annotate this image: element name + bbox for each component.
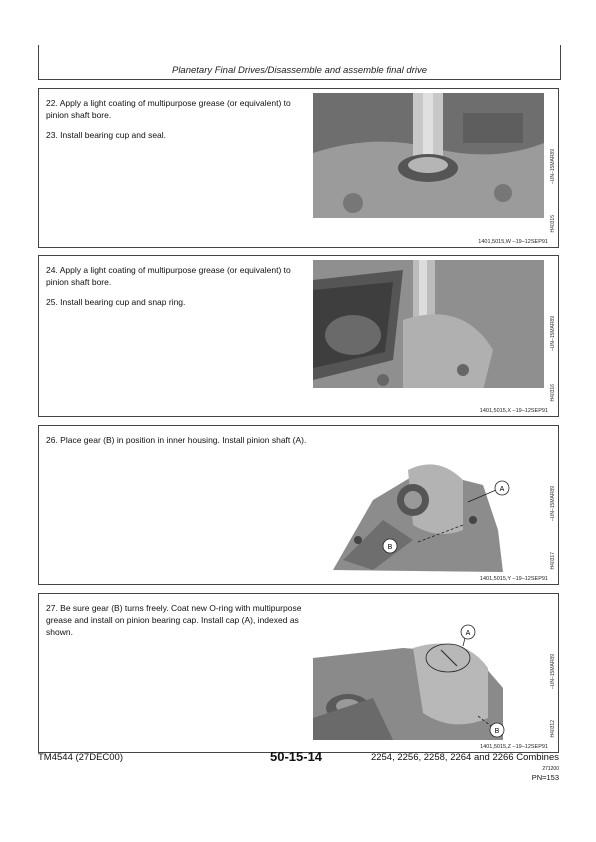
callout-b: B <box>387 544 393 551</box>
photo-pinion-bore-grease <box>313 93 544 233</box>
step-text-1 <box>46 97 311 149</box>
photo-pinion-bearing-cap <box>313 598 544 740</box>
photo-bearing-snap-ring <box>313 260 544 402</box>
image-code-bottom: H40315 <box>550 215 556 233</box>
callout-a: A <box>465 630 471 637</box>
reference-line: 1401,5015,W –19–12SEP91 <box>478 239 548 245</box>
page-footer <box>38 749 559 792</box>
footer-date: 271200 <box>542 766 559 772</box>
image-code-top: –UN–15MAR89 <box>550 654 556 690</box>
step-27-text: 27. Be sure gear (B) turns freely. Coat new O-ring with multipurpose grease and install on pinion bearing cap. Install cap (A), indexed as shown. <box>46 603 302 637</box>
reference-line: 1401,5015,Z –19–12SEP91 <box>480 744 548 750</box>
step-22-text: 22. Apply a light coating of multipurpose grease (or equivalent) to pinion shaft bore. <box>46 98 291 120</box>
photo-gear-pinion-shaft <box>313 430 544 572</box>
callout-b: B <box>494 728 500 735</box>
step-panel-1 <box>38 88 559 248</box>
footer-page-number: 50-15-14 <box>270 749 323 764</box>
step-26-text: 26. Place gear (B) in position in inner housing. Install pinion shaft (A). <box>46 435 307 445</box>
footer-models: 2254, 2256, 2258, 2264 and 2266 Combines <box>370 752 559 763</box>
step-24-text: 24. Apply a light coating of multipurpose grease (or equivalent) to pinion shaft bore. <box>46 265 291 287</box>
image-code-top: –UN–15MAR89 <box>550 316 556 352</box>
image-code-top: –UN–15MAR89 <box>550 149 556 185</box>
step-text-4 <box>46 602 311 646</box>
footer-doc-id: TM4544 (27DEC00) <box>38 752 124 763</box>
step-text-3 <box>46 434 311 454</box>
image-code-top: –UN–15MAR89 <box>550 486 556 522</box>
step-25-text: 25. Install bearing cup and snap ring. <box>46 297 186 307</box>
image-code-bottom: H40316 <box>550 384 556 402</box>
step-panel-3 <box>38 425 559 585</box>
header-frame <box>38 45 561 80</box>
reference-line: 1401,5015,X –19–12SEP91 <box>479 408 548 414</box>
image-code-bottom: H40312 <box>550 720 556 738</box>
step-23-text: 23. Install bearing cup and seal. <box>46 130 167 140</box>
section-title: Planetary Final Drives/Disassemble and assemble final drive <box>171 65 428 76</box>
step-panel-4 <box>38 593 559 753</box>
footer-pn: PN=153 <box>531 773 559 782</box>
reference-line: 1401,5015,Y –19–12SEP91 <box>479 576 548 582</box>
image-code-bottom: H40317 <box>550 552 556 570</box>
step-text-2 <box>46 264 311 316</box>
step-panel-2 <box>38 255 559 417</box>
callout-a: A <box>499 486 505 493</box>
